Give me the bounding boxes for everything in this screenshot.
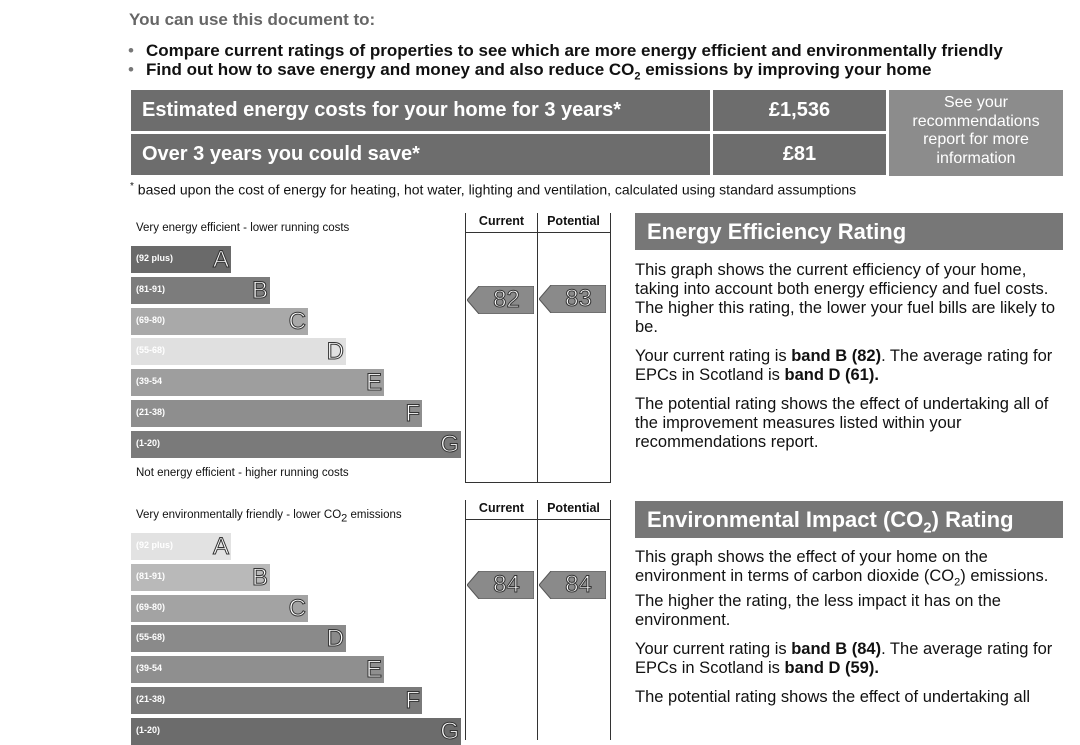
band-range: (55-68) [136,345,166,356]
environmental-rating-heading: Environmental Impact $(CO_2)$ Rating [635,501,1063,538]
band-range: (21-38) [136,694,166,704]
band-letter: B [251,563,268,591]
band-b [131,277,270,304]
chart-bottom-caption: Not energy efficient - higher running costs [136,467,349,479]
band-a [131,533,231,560]
potential-rating-arrow: 84 [539,571,606,599]
bullet-item-save: • Find out how to save energy and money and also reduce $CO_2$ emissions by improving your home [128,60,932,83]
band-e [131,656,384,683]
chart-top-caption: Very energy efficient - lower running costs [136,222,350,234]
band-letter: G [440,430,459,458]
energy-rating-chart [130,213,610,484]
band-letter: C [288,307,306,335]
band-letter: F [405,687,420,714]
energy-rating-description: This graph shows the current efficiency of your home, taking into account both energy efficiency and fuel costs. The higher this rating, the lower your fuel bills are likely to be. Your current rating is band B (82). The average rating for EPCs in Scotland is band D (61). The potential rating shows the effect of undertaking all of the improvement measures listed within your recommendations report. [635,261,1056,451]
intro-text: You can use this document to: [129,10,376,29]
band-range: (92 plus) [136,540,174,550]
environmental-rating-description: This graph shows the effect of your home on the environment in terms of carbon dioxide $(CO_2)$ emissions. The higher the rating, the less impact it has on the environment. Your current rating is band B (84). The average rating for EPCs in Scotland is band D (59). The potential rating shows the effect of undertaking all [635,548,1053,707]
band-letter: G [440,717,459,745]
band-range: (81-91) [136,570,166,581]
band-range: (1-20) [136,437,161,448]
current-rating-arrow: 82 [467,286,534,314]
band-g [131,718,461,745]
column-header-current: Current [478,214,525,228]
band-a [131,246,231,273]
band-letter: F [405,400,420,427]
band-b [131,564,270,591]
band-range: (1-20) [136,724,161,735]
environmental-rating-chart [130,500,610,745]
band-letter: D [326,625,344,653]
recommendations-note: See your recommendations report for more information [889,90,1063,176]
chart-top-caption: Very environmentally friendly - lower $CO_2$ emissions [136,509,402,525]
band-range: (92 plus) [136,253,174,263]
cost-value-savings: £81 [713,134,886,175]
current-rating-arrow: 84 [467,571,534,599]
bullet-list [128,41,1003,86]
band-letter: A [212,246,229,273]
band-letter: C [288,594,306,622]
band-range: (39-54 [136,663,163,674]
band-range: (39-54 [136,376,163,387]
cost-value-estimated: £1,536 [713,90,886,131]
band-range: (69-80) [136,601,166,612]
band-letter: B [251,276,268,304]
band-g [131,431,461,458]
band-d [131,338,346,365]
band-letter: A [212,533,229,560]
band-letter: E [365,656,382,684]
band-range: (69-80) [136,314,166,325]
column-header-potential: Potential [547,501,600,515]
band-f [131,687,422,714]
cost-label-estimated: Estimated energy costs for your home for 3 years* [131,90,710,131]
band-d [131,625,346,652]
column-header-current: Current [478,501,525,515]
band-range: (55-68) [136,632,166,643]
band-range: (81-91) [136,283,166,294]
band-e [131,369,384,396]
cost-label-savings: Over 3 years you could save* [131,134,710,175]
bullet-item-compare: • Compare current ratings of properties to see which are more energy efficient and environmentally friendly [128,41,1003,60]
rating-columns [465,500,611,740]
band-range: (21-38) [136,407,166,417]
rating-columns [465,213,611,483]
band-letter: E [365,369,382,397]
band-letter: D [326,338,344,366]
energy-rating-heading: Energy Efficiency Rating [635,213,1063,250]
band-f [131,400,422,427]
potential-rating-arrow: 83 [539,285,606,313]
band-c [131,595,308,622]
band-c [131,308,308,335]
cost-footnote: * based upon the cost of energy for heating, hot water, lighting and ventilation, calculated using standard assumptions [130,181,857,198]
column-header-potential: Potential [547,214,600,228]
